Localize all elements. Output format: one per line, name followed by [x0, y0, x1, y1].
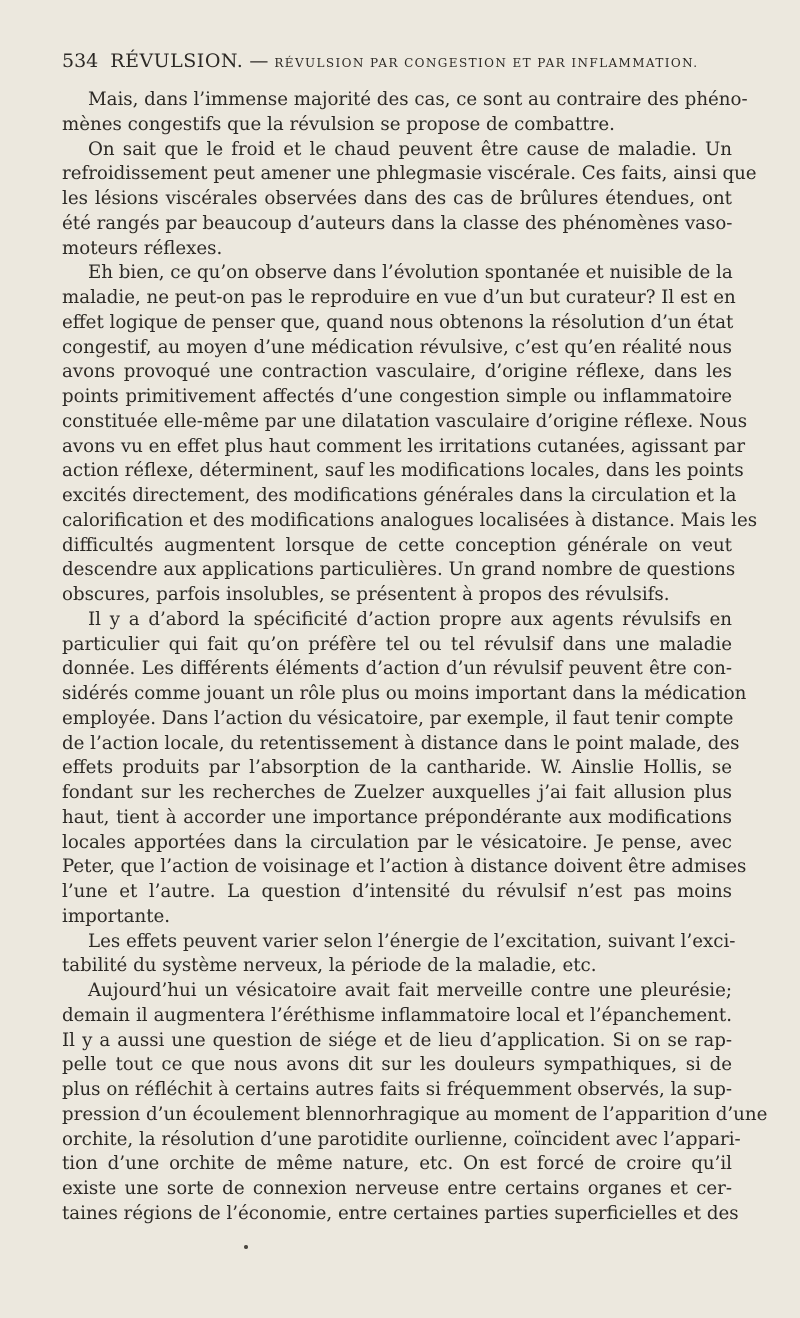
text-line: On sait que le froid et le chaud peuvent être cause de maladie. Un [88, 138, 732, 160]
text-line: haut, tient à accorder une importance prépondérante aux modifications [62, 806, 732, 828]
text-line: pression d’un écoulement blennorhragique au moment de l’apparition d’une [62, 1103, 768, 1125]
text-line: calorification et des modifications analogues localisées à distance. Mais les [62, 509, 758, 531]
paragraph [62, 88, 748, 138]
text-line: refroidissement peut amener une phlegmasie viscérale. Ces faits, ainsi que [62, 163, 757, 185]
section-title: RÉVULSION PAR CONGESTION ET PAR INFLAMMATION. [274, 56, 699, 70]
header-separator: — [249, 50, 269, 72]
text-line: Aujourd’hui un vésicatoire avait fait merveille contre une pleurésie; [88, 980, 732, 1001]
text-line: effet logique de penser que, quand nous obtenons la résolution d’un état [62, 311, 734, 333]
text-line: mènes congestifs que la révulsion se propose de combattre. [62, 113, 615, 135]
text-line: difficultés augmentent lorsque de cette conception générale on veut [62, 534, 732, 556]
ink-speck [244, 1245, 248, 1249]
text-line: donnée. Les différents éléments d’action d’un révulsif peuvent être con- [62, 658, 732, 680]
text-line: descendre aux applications particulières. Un grand nombre de questions [62, 559, 736, 581]
text-line: effets produits par l’absorption de la cantharide. W. Ainslie Hollis, se [62, 757, 732, 779]
text-line: les lésions viscérales observées dans des cas de brûlures étendues, ont [62, 188, 732, 209]
text-line: excités directement, des modifications générales dans la circulation et la [62, 485, 737, 506]
running-head [62, 50, 742, 78]
text-line: importante. [62, 905, 171, 927]
text-line: points primitivement affectés d’une congestion simple ou inflammatoire [62, 386, 732, 407]
chapter-title: RÉVULSION. [110, 50, 244, 72]
text-line: l’une et l’autre. La question d’intensité du révulsif n’est pas moins [62, 881, 732, 902]
text-line: tabilité du système nerveux, la période de la maladie, etc. [62, 955, 597, 977]
paragraph [62, 608, 747, 930]
text-line: Il y a d’abord la spécificité d’action propre aux agents révulsifs en [88, 608, 732, 630]
text-line: Eh bien, ce qu’on observe dans l’évolution spontanée et nuisible de la [88, 262, 733, 284]
paragraph [62, 261, 758, 608]
text-line: tion d’une orchite de même nature, etc. On est forcé de croire qu’il [62, 1153, 732, 1175]
body-text [62, 88, 768, 1227]
text-line: avons provoqué une contraction vasculaire, d’origine réflexe, dans les [62, 361, 732, 383]
text-line: congestif, au moyen d’une médication révulsive, c’est qu’en réalité nous [62, 336, 732, 358]
text-line: moteurs réflexes. [62, 237, 223, 259]
text-line: orchite, la résolution d’une parotidite ourlienne, coïncident avec l’appari- [62, 1128, 741, 1150]
paragraph [62, 138, 757, 262]
text-line: été rangés par beaucoup d’auteurs dans la classe des phénomènes vaso- [62, 212, 733, 234]
paragraph [62, 979, 768, 1227]
text-line: taines régions de l’économie, entre certaines parties superficielles et des [62, 1202, 739, 1224]
text-line: pelle tout ce que nous avons dit sur les douleurs sympathiques, si de [62, 1054, 732, 1076]
text-line: Mais, dans l’immense majorité des cas, ce sont au contraire des phéno- [88, 89, 748, 110]
text-line: maladie, ne peut-on pas le reproduire en vue d’un but curateur? Il est en [62, 287, 736, 308]
text-line: locales apportées dans la circulation par le vésicatoire. Je pense, avec [62, 831, 732, 853]
text-line: obscures, parfois insolubles, se présentent à propos des révulsifs. [62, 584, 670, 605]
page-number: 534 [62, 50, 99, 72]
text-line: demain il augmentera l’éréthisme inflammatoire local et l’épanchement. [62, 1004, 732, 1026]
text-line: sidérés comme jouant un rôle plus ou moins important dans la médication [62, 683, 747, 704]
text-line: plus on réfléchit à certains autres faits si fréquemment observés, la sup- [62, 1079, 732, 1100]
text-line: constituée elle-même par une dilatation vasculaire d’origine réflexe. Nous [62, 410, 748, 432]
text-line: Peter, que l’action de voisinage et l’action à distance doivent être admises [62, 856, 747, 878]
text-line: Il y a aussi une question de siége et de lieu d’application. Si on se rap- [62, 1029, 732, 1051]
text-line: employée. Dans l’action du vésicatoire, par exemple, il faut tenir compte [62, 707, 734, 729]
text-line: existe une sorte de connexion nerveuse entre certains organes et cer- [62, 1178, 732, 1199]
text-line: de l’action locale, du retentissement à distance dans le point malade, des [62, 732, 740, 754]
text-line: Les effets peuvent varier selon l’énergie de l’excitation, suivant l’exci- [88, 930, 736, 952]
text-line: fondant sur les recherches de Zuelzer auxquelles j’ai fait allusion plus [62, 782, 732, 803]
text-line: action réflexe, déterminent, sauf les modifications locales, dans les points [62, 460, 744, 482]
paragraph [62, 930, 736, 980]
text-line: avons vu en effet plus haut comment les irritations cutanées, agissant par [62, 435, 746, 457]
text-line: particulier qui fait qu’on préfère tel ou tel révulsif dans une maladie [62, 633, 732, 655]
